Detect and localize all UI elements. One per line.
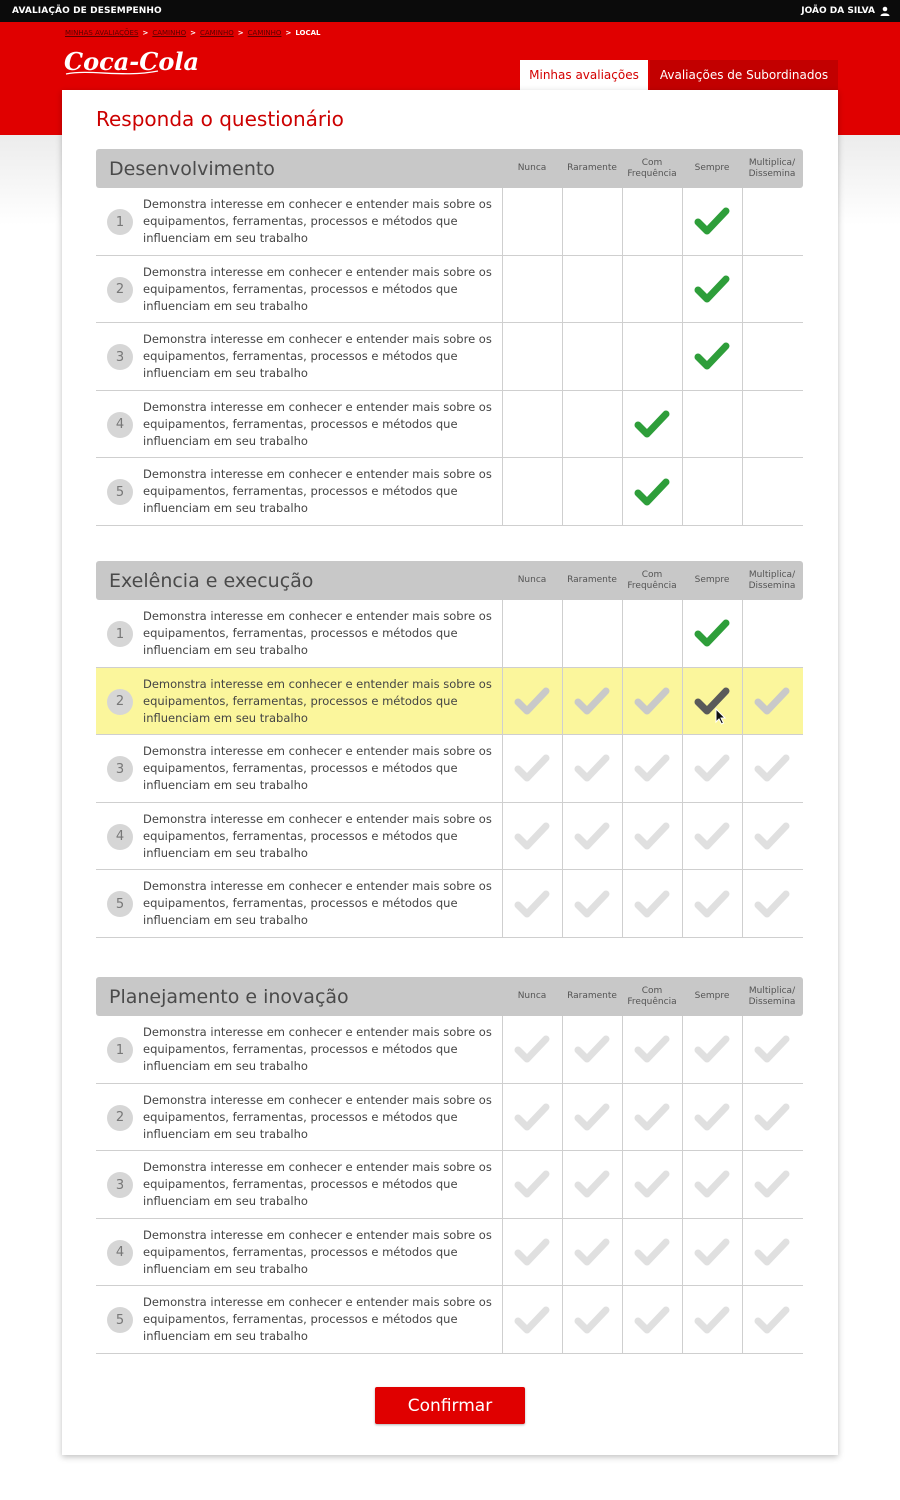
check-selected-icon[interactable] — [634, 477, 670, 507]
question-row — [96, 668, 803, 736]
user-icon[interactable] — [880, 6, 890, 16]
answer-cell[interactable] — [562, 803, 622, 870]
check-option-icon[interactable] — [574, 1102, 610, 1132]
question-row — [96, 870, 803, 938]
tab-avaliacoes-subordinados[interactable]: Avaliações de Subordinados — [650, 60, 838, 90]
check-option-icon[interactable] — [754, 1034, 790, 1064]
answer-cell[interactable] — [742, 188, 802, 255]
answer-cell[interactable] — [502, 1016, 562, 1083]
answer-cell[interactable] — [562, 323, 622, 390]
answer-cell[interactable] — [682, 188, 742, 255]
answer-cell[interactable] — [502, 870, 562, 937]
answer-cell[interactable] — [622, 323, 682, 390]
answer-cell[interactable] — [502, 600, 562, 667]
check-option-icon[interactable] — [634, 1169, 670, 1199]
answer-cell[interactable] — [682, 870, 742, 937]
answer-cell[interactable] — [682, 1219, 742, 1286]
question-number: 5 — [107, 479, 133, 505]
question-text: Demonstra interesse em conhecer e entender mais sobre os equipamentos, ferramentas, processos e métodos que influenciam em seu trabalho — [143, 467, 492, 516]
check-option-icon[interactable] — [514, 1305, 550, 1335]
check-option-icon[interactable] — [694, 1034, 730, 1064]
question-text: Demonstra interesse em conhecer e entender mais sobre os equipamentos, ferramentas, processos e métodos que influenciam em seu trabalho — [143, 744, 492, 793]
check-option-icon[interactable] — [514, 686, 550, 716]
answer-cell[interactable] — [742, 668, 802, 735]
question-text: Demonstra interesse em conhecer e entender mais sobre os equipamentos, ferramentas, processos e métodos que influenciam em seu trabalho — [143, 811, 492, 860]
check-option-icon[interactable] — [514, 889, 550, 919]
column-header: Nunca — [517, 991, 547, 1001]
question-text: Demonstra interesse em conhecer e entender mais sobre os equipamentos, ferramentas, processos e métodos que influenciam em seu trabalho — [143, 264, 492, 313]
answer-cell[interactable] — [682, 391, 742, 458]
answer-cell[interactable] — [682, 1151, 742, 1218]
check-option-icon[interactable] — [754, 753, 790, 783]
answer-cell[interactable] — [682, 803, 742, 870]
breadcrumb-link[interactable]: CAMINHO — [152, 29, 187, 37]
question-number: 3 — [107, 1172, 133, 1198]
column-header: Raramente — [567, 991, 617, 1001]
question-row — [96, 1286, 803, 1354]
check-option-icon[interactable] — [694, 1102, 730, 1132]
page-title: Responda o questionário — [96, 107, 344, 131]
section-title: Exelência e execução — [109, 570, 314, 592]
answer-cell[interactable] — [682, 256, 742, 323]
question-number: 5 — [107, 891, 133, 917]
answer-cell[interactable] — [502, 1286, 562, 1353]
question-row — [96, 1151, 803, 1219]
answer-cell[interactable] — [502, 1219, 562, 1286]
section — [96, 561, 803, 938]
check-option-icon[interactable] — [634, 1305, 670, 1335]
check-option-icon[interactable] — [694, 889, 730, 919]
user-name[interactable]: JOÃO DA SILVA — [801, 6, 875, 16]
column-header: Raramente — [567, 163, 617, 173]
answer-cell[interactable] — [622, 1286, 682, 1353]
answer-cell[interactable] — [562, 1219, 622, 1286]
answer-cell[interactable] — [562, 735, 622, 802]
coca-cola-logo — [62, 40, 200, 80]
question-number: 1 — [107, 209, 133, 235]
answer-cell[interactable] — [742, 1286, 802, 1353]
column-header: Sempre — [694, 575, 730, 585]
answer-cell[interactable] — [622, 735, 682, 802]
answer-cell[interactable] — [682, 1286, 742, 1353]
check-option-icon[interactable] — [634, 1034, 670, 1064]
check-option-icon[interactable] — [574, 889, 610, 919]
breadcrumb-current: LOCAL — [295, 29, 321, 37]
mouse-cursor-icon — [715, 708, 726, 725]
answer-cell[interactable] — [742, 600, 802, 667]
answer-cell[interactable] — [742, 803, 802, 870]
question-row — [96, 803, 803, 871]
answer-cell[interactable] — [682, 735, 742, 802]
question-row — [96, 1219, 803, 1287]
column-header: Raramente — [567, 575, 617, 585]
question-text: Demonstra interesse em conhecer e entender mais sobre os equipamentos, ferramentas, processos e métodos que influenciam em seu trabalho — [143, 1227, 492, 1276]
question-row — [96, 188, 803, 256]
answer-cell[interactable] — [502, 668, 562, 735]
confirm-button[interactable]: Confirmar — [375, 1387, 525, 1424]
column-header: Multiplica/ Dissemina — [748, 157, 796, 179]
check-selected-icon[interactable] — [694, 618, 730, 648]
question-number: 4 — [107, 824, 133, 850]
answer-cell[interactable] — [502, 1151, 562, 1218]
answer-cell[interactable] — [622, 1084, 682, 1151]
question-number: 5 — [107, 1307, 133, 1333]
check-option-icon[interactable] — [514, 753, 550, 783]
answer-cell[interactable] — [562, 600, 622, 667]
answer-cell[interactable] — [622, 256, 682, 323]
breadcrumb-separator: > — [142, 29, 149, 37]
check-option-icon[interactable] — [754, 1305, 790, 1335]
logo-text: Coca-Cola — [64, 47, 200, 76]
section-title: Desenvolvimento — [109, 158, 275, 180]
answer-cell[interactable] — [622, 803, 682, 870]
answer-cell[interactable] — [742, 735, 802, 802]
check-option-icon[interactable] — [694, 1169, 730, 1199]
question-row — [96, 256, 803, 324]
check-option-icon[interactable] — [514, 1034, 550, 1064]
answer-cell[interactable] — [562, 1286, 622, 1353]
check-option-icon[interactable] — [574, 1169, 610, 1199]
answer-cell[interactable] — [682, 1084, 742, 1151]
answer-cell[interactable] — [742, 323, 802, 390]
check-option-icon[interactable] — [634, 753, 670, 783]
section-header — [96, 149, 803, 188]
answer-cell[interactable] — [682, 668, 742, 735]
section-header — [96, 561, 803, 600]
question-number: 2 — [107, 1105, 133, 1131]
question-row — [96, 458, 803, 526]
question-text: Demonstra interesse em conhecer e entender mais sobre os equipamentos, ferramentas, processos e métodos que influenciam em seu trabalho — [143, 399, 492, 448]
check-option-icon[interactable] — [754, 686, 790, 716]
question-number: 4 — [107, 1240, 133, 1266]
answer-cell[interactable] — [502, 323, 562, 390]
answer-cell[interactable] — [742, 458, 802, 525]
answer-cell[interactable] — [742, 1151, 802, 1218]
question-number: 3 — [107, 344, 133, 370]
answer-cell[interactable] — [622, 668, 682, 735]
question-text: Demonstra interesse em conhecer e entender mais sobre os equipamentos, ferramentas, processos e métodos que influenciam em seu trabalho — [143, 676, 492, 725]
check-option-icon[interactable] — [574, 753, 610, 783]
column-header: Com Frequência — [627, 985, 677, 1007]
answer-cell[interactable] — [622, 391, 682, 458]
check-selected-icon[interactable] — [694, 206, 730, 236]
check-option-icon[interactable] — [634, 686, 670, 716]
column-header: Multiplica/ Dissemina — [748, 569, 796, 591]
question-row — [96, 391, 803, 459]
question-text: Demonstra interesse em conhecer e entender mais sobre os equipamentos, ferramentas, processos e métodos que influenciam em seu trabalho — [143, 1160, 492, 1209]
section — [96, 977, 803, 1354]
section-title: Planejamento e inovação — [109, 986, 349, 1008]
top-bar — [0, 0, 900, 22]
section — [96, 149, 803, 526]
column-header: Sempre — [694, 163, 730, 173]
answer-cell[interactable] — [742, 1084, 802, 1151]
answer-cell[interactable] — [502, 803, 562, 870]
check-option-icon[interactable] — [754, 889, 790, 919]
breadcrumb-separator: > — [285, 29, 292, 37]
check-selected-icon[interactable] — [694, 274, 730, 304]
answer-cell[interactable] — [622, 1219, 682, 1286]
answer-cell[interactable] — [682, 458, 742, 525]
check-option-icon[interactable] — [574, 1034, 610, 1064]
check-option-icon[interactable] — [754, 1102, 790, 1132]
answer-cell[interactable] — [682, 1016, 742, 1083]
answer-cell[interactable] — [562, 458, 622, 525]
question-number: 3 — [107, 756, 133, 782]
check-selected-icon[interactable] — [694, 341, 730, 371]
check-option-icon[interactable] — [514, 1169, 550, 1199]
check-option-icon[interactable] — [574, 1305, 610, 1335]
breadcrumb-link[interactable]: CAMINHO — [199, 29, 234, 37]
answer-cell[interactable] — [562, 391, 622, 458]
answer-cell[interactable] — [562, 1016, 622, 1083]
answer-cell[interactable] — [502, 735, 562, 802]
answer-cell[interactable] — [562, 668, 622, 735]
check-option-icon[interactable] — [634, 821, 670, 851]
answer-cell[interactable] — [622, 188, 682, 255]
answer-cell[interactable] — [742, 256, 802, 323]
question-number: 2 — [107, 277, 133, 303]
answer-cell[interactable] — [502, 256, 562, 323]
answer-cell[interactable] — [682, 323, 742, 390]
question-number: 1 — [107, 1037, 133, 1063]
section-header — [96, 977, 803, 1016]
column-header: Nunca — [517, 575, 547, 585]
answer-cell[interactable] — [562, 1151, 622, 1218]
question-text: Demonstra interesse em conhecer e entender mais sobre os equipamentos, ferramentas, processos e métodos que influenciam em seu trabalho — [143, 1025, 492, 1073]
answer-cell[interactable] — [622, 1016, 682, 1083]
check-option-icon[interactable] — [754, 821, 790, 851]
check-option-icon[interactable] — [574, 686, 610, 716]
answer-cell[interactable] — [742, 870, 802, 937]
check-option-icon[interactable] — [514, 821, 550, 851]
question-number: 2 — [107, 689, 133, 715]
breadcrumb-separator: > — [190, 29, 196, 37]
check-option-icon[interactable] — [634, 1237, 670, 1267]
app-title: AVALIAÇÃO DE DESEMPENHO — [12, 6, 162, 16]
check-option-icon[interactable] — [694, 1305, 730, 1335]
question-text: Demonstra interesse em conhecer e entender mais sobre os equipamentos, ferramentas, processos e métodos que influenciam em seu trabalho — [143, 1092, 492, 1141]
check-option-icon[interactable] — [574, 1237, 610, 1267]
question-number: 1 — [107, 621, 133, 647]
answer-cell[interactable] — [502, 458, 562, 525]
column-header: Com Frequência — [627, 157, 677, 179]
column-header: Sempre — [694, 991, 730, 1001]
answer-cell[interactable] — [622, 458, 682, 525]
check-option-icon[interactable] — [514, 1102, 550, 1132]
question-text: Demonstra interesse em conhecer e entender mais sobre os equipamentos, ferramentas, processos e métodos que influenciam em seu trabalho — [143, 609, 492, 657]
question-row — [96, 1084, 803, 1152]
answer-cell[interactable] — [562, 256, 622, 323]
question-text: Demonstra interesse em conhecer e entender mais sobre os equipamentos, ferramentas, processos e métodos que influenciam em seu trabalho — [143, 1295, 492, 1344]
answer-cell[interactable] — [622, 1151, 682, 1218]
check-selected-icon[interactable] — [634, 409, 670, 439]
answer-cell[interactable] — [622, 870, 682, 937]
breadcrumb-link[interactable]: CAMINHO — [247, 29, 282, 37]
question-text: Demonstra interesse em conhecer e entender mais sobre os equipamentos, ferramentas, processos e métodos que influenciam em seu trabalho — [143, 879, 492, 928]
user-menu[interactable] — [801, 6, 890, 16]
check-option-icon[interactable] — [634, 1102, 670, 1132]
check-option-icon[interactable] — [694, 753, 730, 783]
answer-cell[interactable] — [682, 600, 742, 667]
answer-cell[interactable] — [502, 188, 562, 255]
column-header: Multiplica/ Dissemina — [748, 985, 796, 1007]
column-header: Com Frequência — [627, 569, 677, 591]
tab-minhas-avaliacoes[interactable]: Minhas avaliações — [520, 60, 648, 90]
breadcrumb-link[interactable]: MINHAS AVALIAÇÕES — [65, 29, 139, 37]
question-text: Demonstra interesse em conhecer e entender mais sobre os equipamentos, ferramentas, processos e métodos que influenciam em seu trabalho — [143, 332, 492, 381]
check-option-icon[interactable] — [694, 1237, 730, 1267]
question-row — [96, 600, 803, 668]
question-row — [96, 323, 803, 391]
answer-cell[interactable] — [622, 600, 682, 667]
breadcrumb — [65, 29, 321, 37]
check-option-icon[interactable] — [574, 821, 610, 851]
answer-cell[interactable] — [742, 1219, 802, 1286]
answer-cell[interactable] — [562, 188, 622, 255]
answer-cell[interactable] — [742, 1016, 802, 1083]
answer-cell[interactable] — [742, 391, 802, 458]
column-header: Nunca — [517, 163, 547, 173]
check-option-icon[interactable] — [634, 889, 670, 919]
question-text: Demonstra interesse em conhecer e entender mais sobre os equipamentos, ferramentas, processos e métodos que influenciam em seu trabalho — [143, 197, 492, 245]
check-option-icon[interactable] — [754, 1237, 790, 1267]
question-number: 4 — [107, 412, 133, 438]
breadcrumb-separator: > — [237, 29, 244, 37]
answer-cell[interactable] — [562, 1084, 622, 1151]
question-row — [96, 735, 803, 803]
check-option-icon[interactable] — [754, 1169, 790, 1199]
check-option-icon[interactable] — [694, 821, 730, 851]
check-option-icon[interactable] — [514, 1237, 550, 1267]
question-row — [96, 1016, 803, 1084]
answer-cell[interactable] — [562, 870, 622, 937]
answer-cell[interactable] — [502, 391, 562, 458]
answer-cell[interactable] — [502, 1084, 562, 1151]
